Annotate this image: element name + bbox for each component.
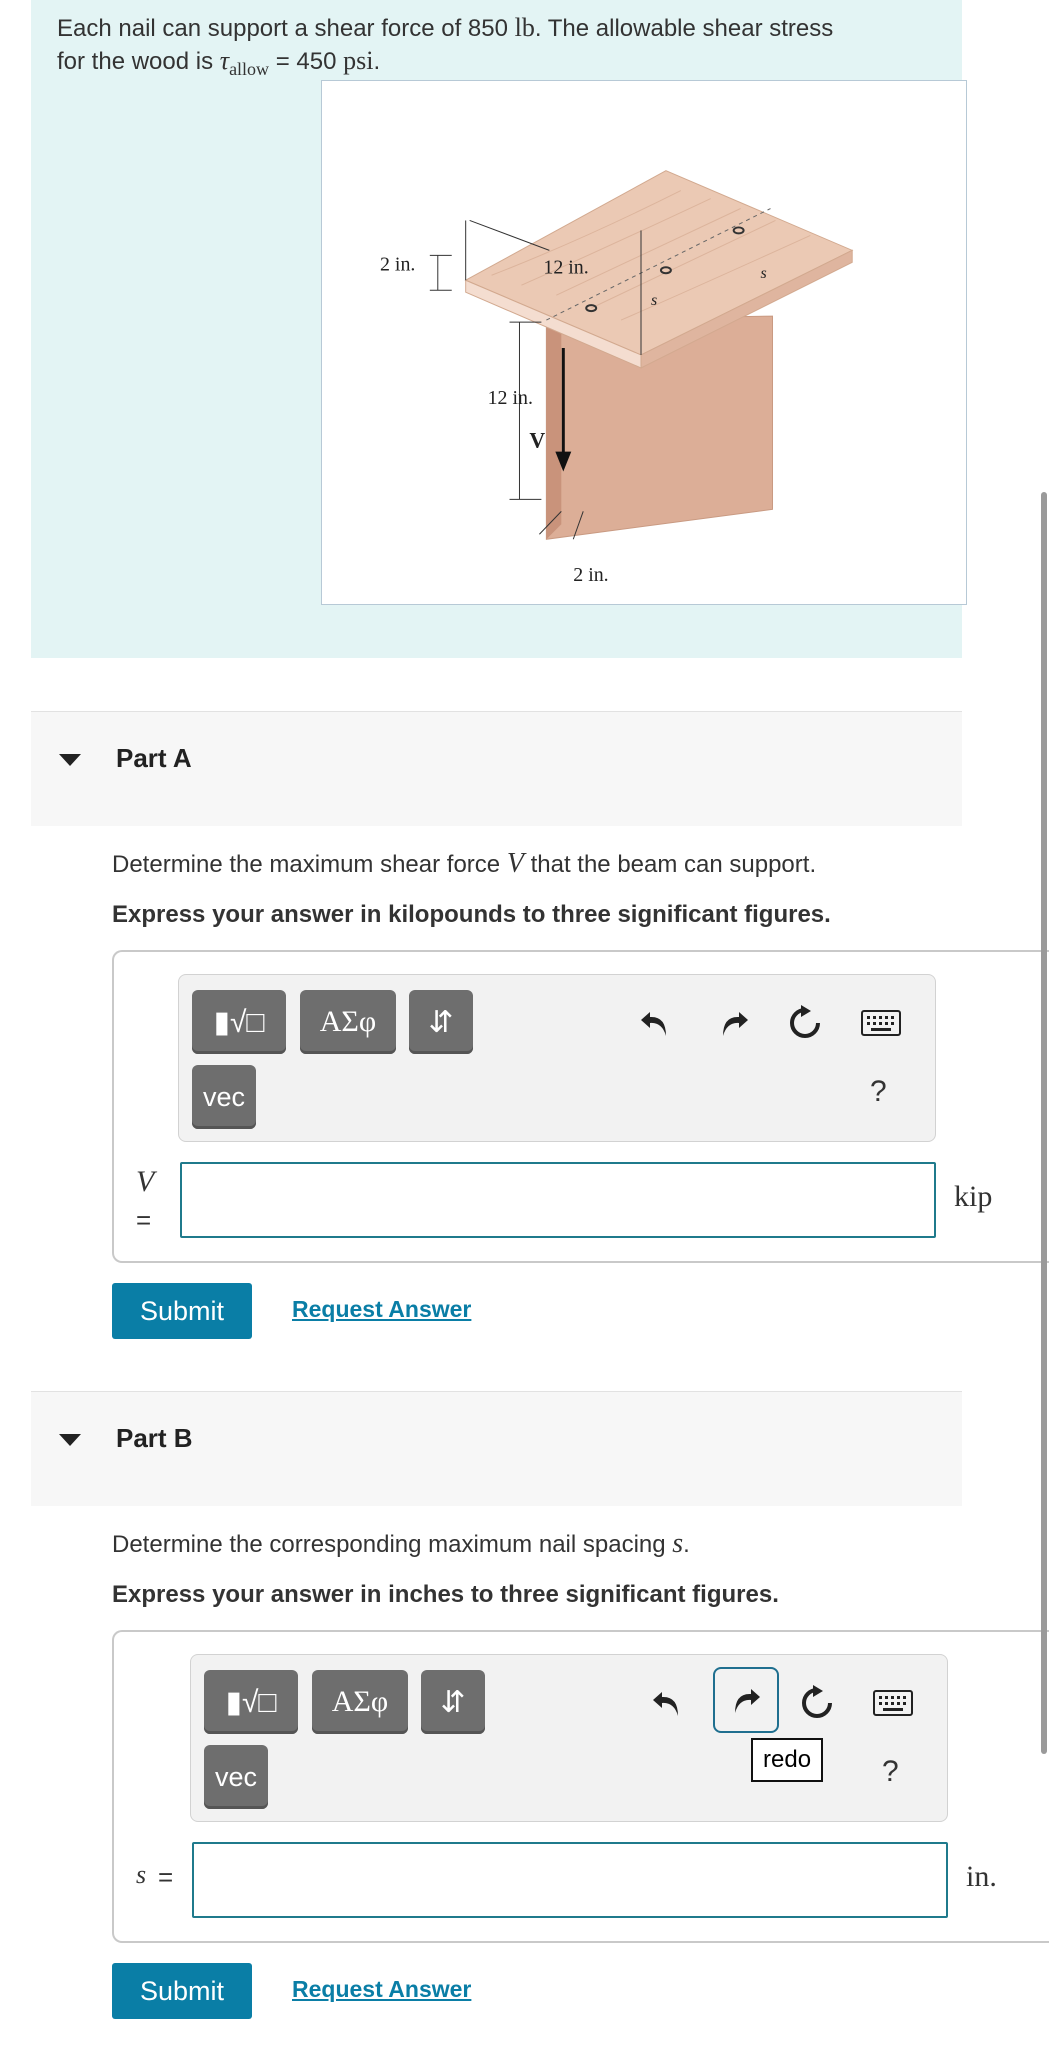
problem-text-line1-end: . The allowable shear stress bbox=[534, 15, 834, 42]
part-a-question bbox=[112, 848, 816, 880]
unit-label: kip bbox=[954, 1180, 993, 1213]
dim-web-height bbox=[510, 322, 542, 499]
request-answer-link[interactable]: Request Answer bbox=[292, 1296, 472, 1322]
vec-button[interactable]: vec bbox=[204, 1745, 268, 1809]
request-answer-link[interactable]: Request Answer bbox=[292, 1976, 472, 2002]
reset-icon[interactable] bbox=[793, 1679, 841, 1727]
allowable-stress-value: = 450 bbox=[269, 48, 344, 75]
part-a-title: Part A bbox=[116, 743, 192, 773]
templates-button[interactable]: ▮√□ bbox=[204, 1670, 298, 1734]
redo-icon[interactable] bbox=[713, 1667, 779, 1733]
undo-icon[interactable] bbox=[643, 1679, 691, 1727]
arrows-button[interactable]: ⇵ bbox=[421, 1670, 485, 1734]
keyboard-icon[interactable] bbox=[857, 999, 905, 1047]
collapse-caret-icon[interactable] bbox=[59, 1434, 81, 1446]
beam-figure bbox=[321, 80, 967, 605]
problem-text-line2: for the wood is bbox=[57, 48, 220, 75]
collapse-caret-icon[interactable] bbox=[59, 754, 81, 766]
label-shear-force: V bbox=[529, 427, 546, 453]
math-toolbar bbox=[190, 1654, 948, 1822]
vec-button[interactable]: vec bbox=[192, 1065, 256, 1129]
problem-text bbox=[57, 12, 937, 85]
label-spacing-1: s bbox=[650, 292, 658, 310]
label-web-height: 12 in. bbox=[487, 386, 533, 409]
part-b-header[interactable] bbox=[31, 1391, 962, 1506]
equals-sign: = bbox=[158, 1862, 174, 1892]
answer-input[interactable] bbox=[192, 1842, 948, 1918]
question-text: Determine the corresponding maximum nail spacing bbox=[112, 1531, 673, 1558]
redo-icon[interactable] bbox=[710, 999, 758, 1047]
question-text: Determine the maximum shear force bbox=[112, 851, 507, 878]
question-variable: s bbox=[672, 1528, 684, 1559]
label-web-thickness: 2 in. bbox=[573, 564, 609, 587]
label-flange-width: 12 in. bbox=[543, 256, 589, 279]
question-text-end: that the beam can support. bbox=[523, 851, 817, 878]
question-variable: V bbox=[506, 848, 524, 879]
unit-label: in. bbox=[966, 1860, 997, 1893]
math-toolbar bbox=[178, 974, 936, 1142]
tau-symbol: τ bbox=[219, 46, 230, 75]
greek-symbols-button[interactable]: ΑΣφ bbox=[312, 1670, 408, 1734]
redo-tooltip: redo bbox=[751, 1738, 823, 1782]
problem-text-line2-end: . bbox=[373, 48, 381, 75]
part-b-title: Part B bbox=[116, 1423, 193, 1453]
beam-diagram bbox=[322, 81, 966, 604]
label-spacing-2: s bbox=[760, 265, 767, 283]
help-button[interactable]: ? bbox=[882, 1755, 899, 1788]
answer-input[interactable] bbox=[180, 1162, 936, 1238]
question-text-end: . bbox=[683, 1531, 690, 1558]
unit-psi: psi bbox=[343, 46, 374, 75]
variable-label: s bbox=[136, 1860, 147, 1889]
unit-lb: lb bbox=[514, 13, 535, 42]
part-a-instruction: Express your answer in kilopounds to three significant figures. bbox=[112, 901, 831, 928]
equals-sign: = bbox=[136, 1205, 152, 1235]
problem-text-line1: Each nail can support a shear force of 850 bbox=[57, 15, 515, 42]
templates-button[interactable]: ▮√□ bbox=[192, 990, 286, 1054]
tau-subscript: allow bbox=[229, 58, 270, 79]
keyboard-icon[interactable] bbox=[869, 1679, 917, 1727]
problem-statement bbox=[31, 0, 962, 658]
variable-label: V bbox=[136, 1165, 155, 1198]
greek-symbols-button[interactable]: ΑΣφ bbox=[300, 990, 396, 1054]
web-edge bbox=[546, 312, 561, 539]
help-button[interactable]: ? bbox=[870, 1075, 887, 1108]
part-a-answer-box bbox=[112, 950, 1049, 1263]
submit-button[interactable]: Submit bbox=[112, 1963, 252, 2019]
label-flange-thickness: 2 in. bbox=[380, 253, 416, 276]
submit-button[interactable]: Submit bbox=[112, 1283, 252, 1339]
part-b-instruction: Express your answer in inches to three significant figures. bbox=[112, 1581, 779, 1608]
part-b-answer-box bbox=[112, 1630, 1049, 1943]
part-a-header[interactable] bbox=[31, 711, 962, 826]
undo-icon[interactable] bbox=[631, 999, 679, 1047]
reset-icon[interactable] bbox=[781, 999, 829, 1047]
dim-flange-thickness bbox=[430, 255, 452, 290]
arrows-button[interactable]: ⇵ bbox=[409, 990, 473, 1054]
scrollbar-thumb[interactable] bbox=[1041, 492, 1047, 1754]
part-b-question bbox=[112, 1528, 690, 1560]
